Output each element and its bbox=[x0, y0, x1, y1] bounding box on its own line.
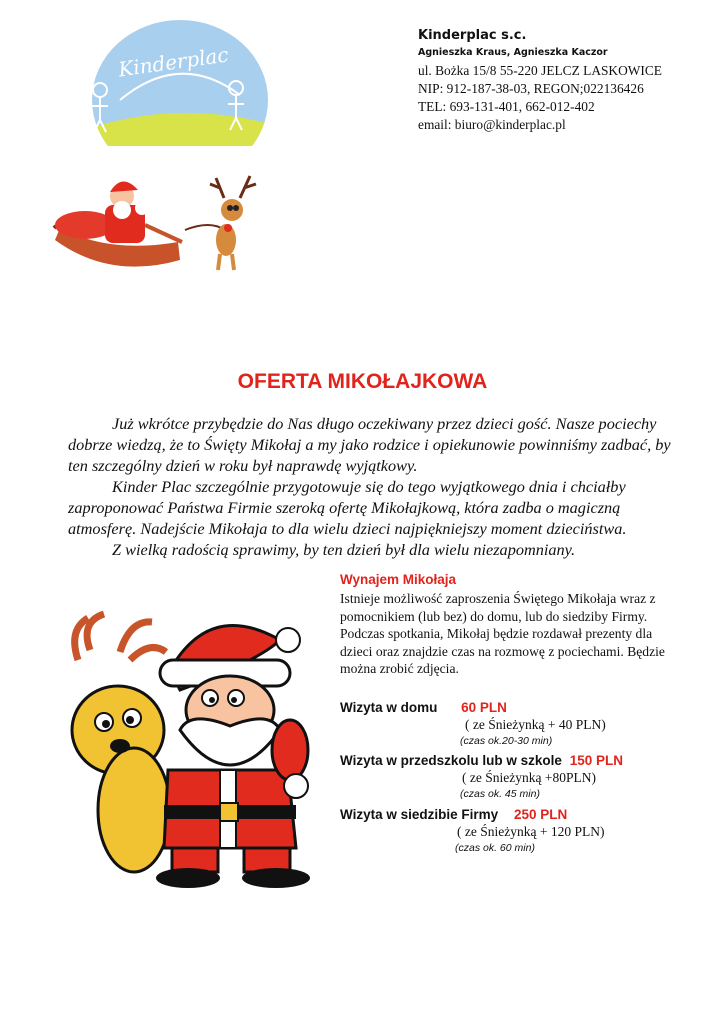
visit-duration: (czas ok. 60 min) bbox=[455, 842, 535, 854]
visit-price: 150 PLN bbox=[569, 753, 623, 768]
visit-label: Wizyta w przedszkolu lub w szkole bbox=[340, 753, 562, 768]
company-owners: Agnieszka Kraus, Agnieszka Kaczor bbox=[418, 47, 608, 58]
visit-duration: (czas ok.20-30 min) bbox=[460, 735, 553, 747]
intro-paragraph: Już wkrótce przybędzie do Nas długo oczekiwany przez dzieci gość. Nasze pociechy dobrze wiedzą, że to Święty Mikołaj a my jako rodzice i opiekunowie powinniśmy zadbać, by ten szczególny dzień w roku był naprawdę wyjątkowy. bbox=[68, 414, 671, 475]
page-title: OFERTA MIKOŁAJKOWA bbox=[237, 370, 488, 393]
visit-extra: ( ze Śnieżynką +80PLN) bbox=[462, 770, 596, 785]
offer-description: Istnieje możliwość zaproszenia Świętego Mikołaja wraz z pomocnikiem (lub bez) do domu, lub do siedziby Firmy. Podczas spotkania, Mikołaj będzie rozdawał prezenty dla dzieci oraz znajdzie czas na rozmowę z pociechami. Będzie można zrobić zdjęcia. bbox=[340, 591, 665, 676]
santa-sleigh-illustration bbox=[50, 170, 265, 285]
offer-heading: Wynajem Mikołaja bbox=[340, 572, 457, 587]
visit-duration: (czas ok. 45 min) bbox=[460, 788, 540, 800]
visit-price: 250 PLN bbox=[513, 807, 568, 822]
company-address: ul. Bożka 15/8 55-220 JELCZ LASKOWICE bbox=[418, 63, 662, 78]
visit-school bbox=[340, 753, 623, 768]
company-nip: NIP: 912-187-38-03, REGON;022136426 bbox=[418, 81, 644, 96]
intro-paragraph: Kinder Plac szczególnie przygotowuje się do tego wyjątkowego dnia i chciałby zaproponować Państwa Firmie szeroką ofertę Mikołajkową, która zadba o magiczną atmosferę. Nadejście Mikołaja to dla wielu dzieci najpiękniejszy moment dzieciństwa. bbox=[68, 477, 627, 538]
visit-extra: ( ze Śnieżynką + 40 PLN) bbox=[465, 717, 606, 732]
company-info bbox=[418, 28, 718, 134]
santa-reindeer-illustration bbox=[60, 600, 325, 895]
company-name: Kinderplac s.c. bbox=[418, 28, 527, 43]
visit-company bbox=[340, 807, 567, 822]
company-logo bbox=[90, 20, 270, 146]
intro-text bbox=[68, 413, 678, 560]
logo-text: Kinderplac bbox=[116, 42, 230, 82]
intro-paragraph: Z wielką radością sprawimy, by ten dzień był dla wielu niezapomniany. bbox=[112, 540, 576, 559]
visit-price: 60 PLN bbox=[461, 700, 507, 715]
company-email: email: biuro@kinderplac.pl bbox=[418, 117, 566, 132]
visit-label: Wizyta w domu bbox=[340, 700, 438, 715]
visit-extra: ( ze Śnieżynką + 120 PLN) bbox=[457, 824, 605, 839]
visit-home bbox=[340, 700, 507, 715]
company-phone: TEL: 693-131-401, 662-012-402 bbox=[418, 99, 595, 114]
visit-label: Wizyta w siedzibie Firmy bbox=[340, 807, 499, 822]
